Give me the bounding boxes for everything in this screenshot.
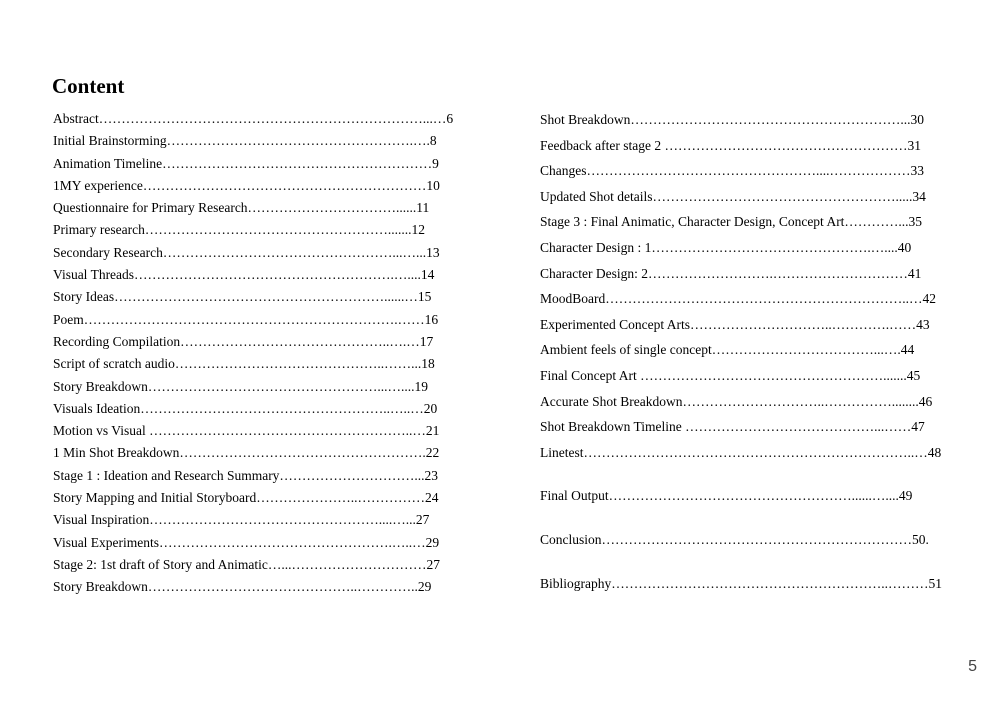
toc-entry: Primary research……………………………………………….......12	[53, 222, 425, 238]
toc-entry: Updated Shot details……………………………………………….....34	[540, 188, 926, 204]
page-title: Content	[52, 74, 125, 98]
toc-entry: Abstract………………………………………………………………...…6	[53, 111, 454, 126]
toc-entry: Shot Breakdown……………………………………………………...30	[540, 112, 924, 127]
toc-entry: Shot Breakdown Timeline ……………………………………...……47	[540, 419, 925, 435]
toc-entry: Final Output………………………………………………......…....49	[540, 488, 913, 504]
toc-entry: Visual Experiments…………………………………………….…..…29	[53, 534, 440, 550]
toc-entry: Story Mapping and Initial Storyboard…………………..……………24	[53, 490, 439, 506]
toc-entry: Character Design: 2……………………….…………………………41	[540, 265, 922, 281]
toc-entry: Initial Brainstorming……………………………………………….….8	[53, 133, 437, 149]
toc-entry: 1MY experience………………………………………………………10	[53, 177, 440, 193]
toc-entry: Recording Compilation………………………………………..….…17	[53, 333, 434, 349]
toc-entry: Story Breakdown……………………………………………...…....19	[53, 378, 428, 394]
toc-entry: Ambient feels of single concept………………………………...….44	[540, 342, 915, 358]
toc-entry: Character Design : 1………………………………………….…....40	[540, 239, 912, 255]
toc-right-column	[540, 107, 952, 596]
toc-entry: Stage 3 : Final Animatic, Character Design, Concept Art…………...35	[540, 214, 923, 230]
toc-entry: Changes……………………………………………....………………33	[540, 163, 924, 179]
page-number: 5	[968, 658, 977, 675]
toc-entry: 1 Min Shot Breakdown……………………………………………….22	[53, 445, 440, 461]
toc-entry: Conclusion……………………………………………………………50.	[540, 531, 929, 547]
toc-entry: Visual Threads………………………………………………….…....14	[53, 267, 435, 283]
toc-entry: Secondary Research……………………………………………...…...13	[53, 244, 440, 260]
toc-entry: Visual Inspiration……………………………………………....…...27	[53, 512, 430, 528]
toc-entry: Linetest………………………………………………………………..…48	[540, 444, 942, 460]
toc-entry: Final Concept Art ……………………………………………….......45	[540, 367, 921, 383]
toc-entry: Motion vs Visual …………………………………………………..…21	[53, 423, 440, 439]
toc-entry: Accurate Shot Breakdown…………………………..……………........46	[540, 393, 933, 409]
toc-left-column	[53, 108, 463, 599]
toc-entry: Stage 1 : Ideation and Research Summary…………………………...23	[53, 467, 439, 483]
toc-entry: MoodBoard…………………………………………………………..…42	[540, 291, 936, 307]
toc-entry: Stage 2: 1st draft of Story and Animatic…...…………………………27	[53, 556, 440, 572]
toc-entry: Poem…………………………………………………………….……16	[53, 311, 439, 327]
toc-entry: Visuals Ideation………………………………………………..…..…20	[53, 400, 438, 416]
toc-entry: Story Breakdown………………………………………..…………..29	[53, 579, 432, 595]
toc-entry: Experimented Concept Arts…………………………..………….……43	[540, 316, 930, 332]
toc-entry: Script of scratch audio………………………………………..……...18	[53, 356, 435, 372]
toc-entry: Feedback after stage 2 ………………………………………………31	[540, 137, 921, 153]
toc-entry: Story Ideas……………………………………………………......…15	[53, 289, 432, 305]
toc-entry: Bibliography……………………………………………………..………51	[540, 575, 942, 591]
toc-entry: Animation Timeline……………………………………………………9	[53, 155, 439, 171]
toc-entry: Questionnaire for Primary Research……………………………......11	[53, 200, 430, 216]
